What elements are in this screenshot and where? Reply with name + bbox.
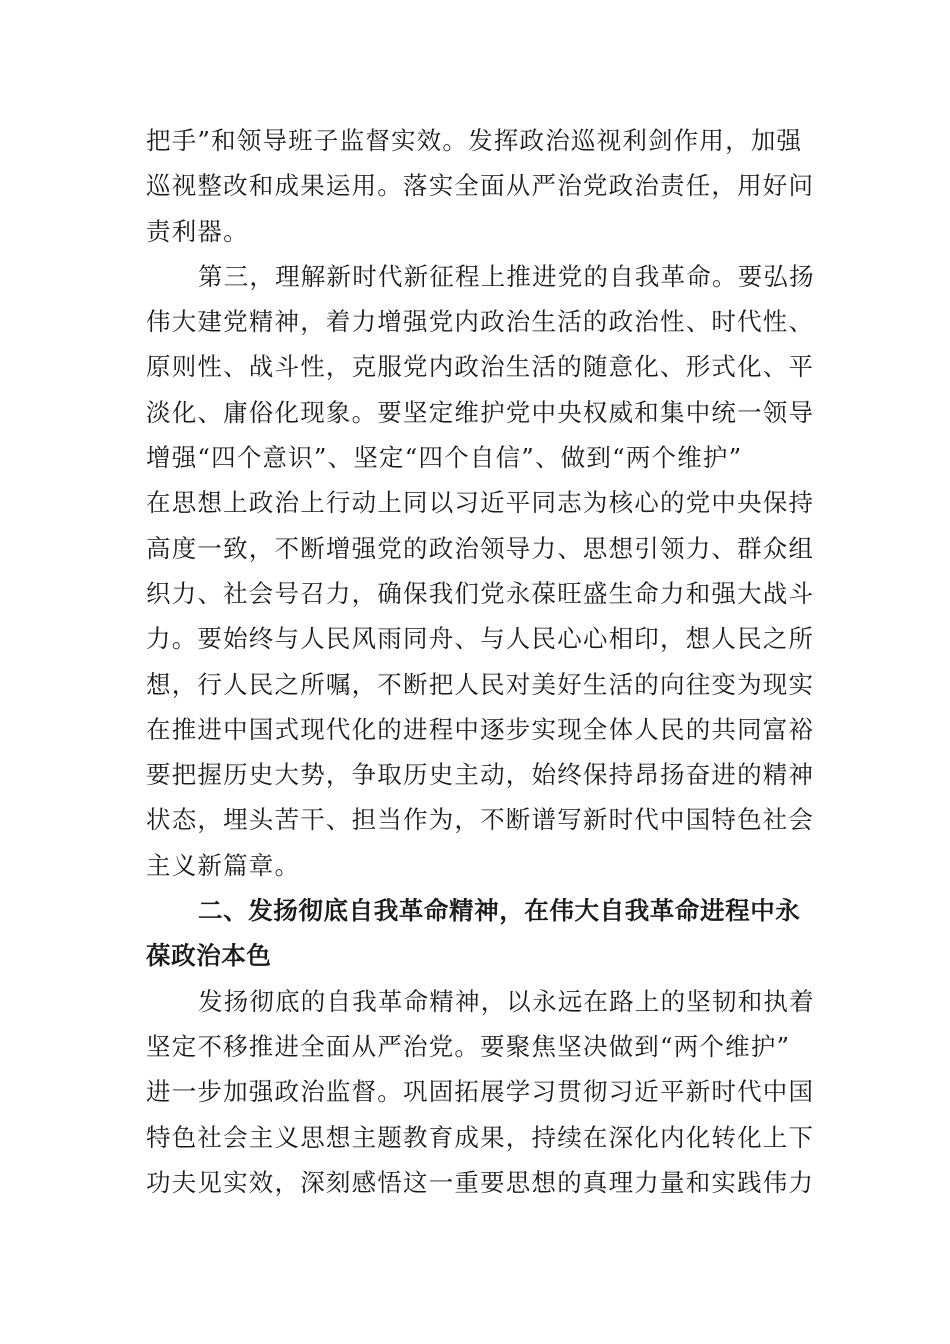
text-line: 淡化、庸俗化现象。要坚定维护党中央权威和集中统一领导	[146, 397, 815, 427]
text-line: 在思想上政治上行动上同以习近平同志为核心的党中央保持	[146, 488, 815, 518]
text-line: 特色社会主义思想主题教育成果，持续在深化内化转化上下	[146, 1122, 815, 1152]
text-line: 把手”和领导班子监督实效。发挥政治巡视利剑作用，加强	[146, 126, 803, 155]
text-line: 要把握历史大势，争取历史主动，始终保持昂扬奋进的精神	[146, 760, 815, 790]
text-line: 责利器。	[146, 216, 249, 246]
paragraph-continuation	[146, 118, 815, 254]
text-line: 功夫见实效，深刻感悟这一重要思想的真理力量和实践伟力	[146, 1167, 815, 1197]
section-heading	[146, 888, 806, 979]
paragraph-third-point	[146, 254, 815, 888]
text-line: 进一步加强政治监督。巩固拓展学习贯彻习近平新时代中国	[146, 1077, 815, 1107]
text-line: 坚定不移推进全面从严治党。要聚焦坚决做到“两个维护”	[146, 1031, 791, 1061]
text-line: 织力、社会号召力，确保我们党永葆旺盛生命力和强大战斗	[146, 578, 815, 608]
text-line: 发扬彻底的自我革命精神，以永远在路上的坚韧和执着	[198, 986, 815, 1016]
text-line: 主义新篇章。	[146, 850, 301, 880]
text-line: 第三，理解新时代新征程上推进党的自我革命。要弘扬	[198, 261, 815, 291]
text-line: 原则性、战斗性，克服党内政治生活的随意化、形式化、平	[146, 352, 815, 382]
text-line: 增强“四个意识”、坚定“四个自信”、做到“两个维护”	[146, 443, 743, 473]
text-line: 力。要始终与人民风雨同舟、与人民心心相印，想人民之所	[146, 624, 815, 654]
text-line: 状态，埋头苦干、担当作为，不断谱写新时代中国特色社会	[146, 805, 815, 835]
paragraph-self-revolution	[146, 979, 815, 1205]
text-line: 在推进中国式现代化的进程中逐步实现全体人民的共同富裕	[146, 714, 815, 744]
text-line: 想，行人民之所嘱，不断把人民对美好生活的向往变为现实	[146, 669, 815, 699]
heading-line: 二、发扬彻底自我革命精神，在伟大自我革命进程中永	[198, 896, 801, 926]
text-line: 高度一致，不断增强党的政治领导力、思想引领力、群众组	[146, 533, 815, 563]
text-line: 伟大建党精神，着力增强党内政治生活的政治性、时代性、	[146, 307, 815, 337]
text-line: 巡视整改和成果运用。落实全面从严治党政治责任，用好问	[146, 171, 815, 201]
heading-line: 葆政治本色	[146, 941, 272, 971]
document-body	[146, 118, 815, 1205]
